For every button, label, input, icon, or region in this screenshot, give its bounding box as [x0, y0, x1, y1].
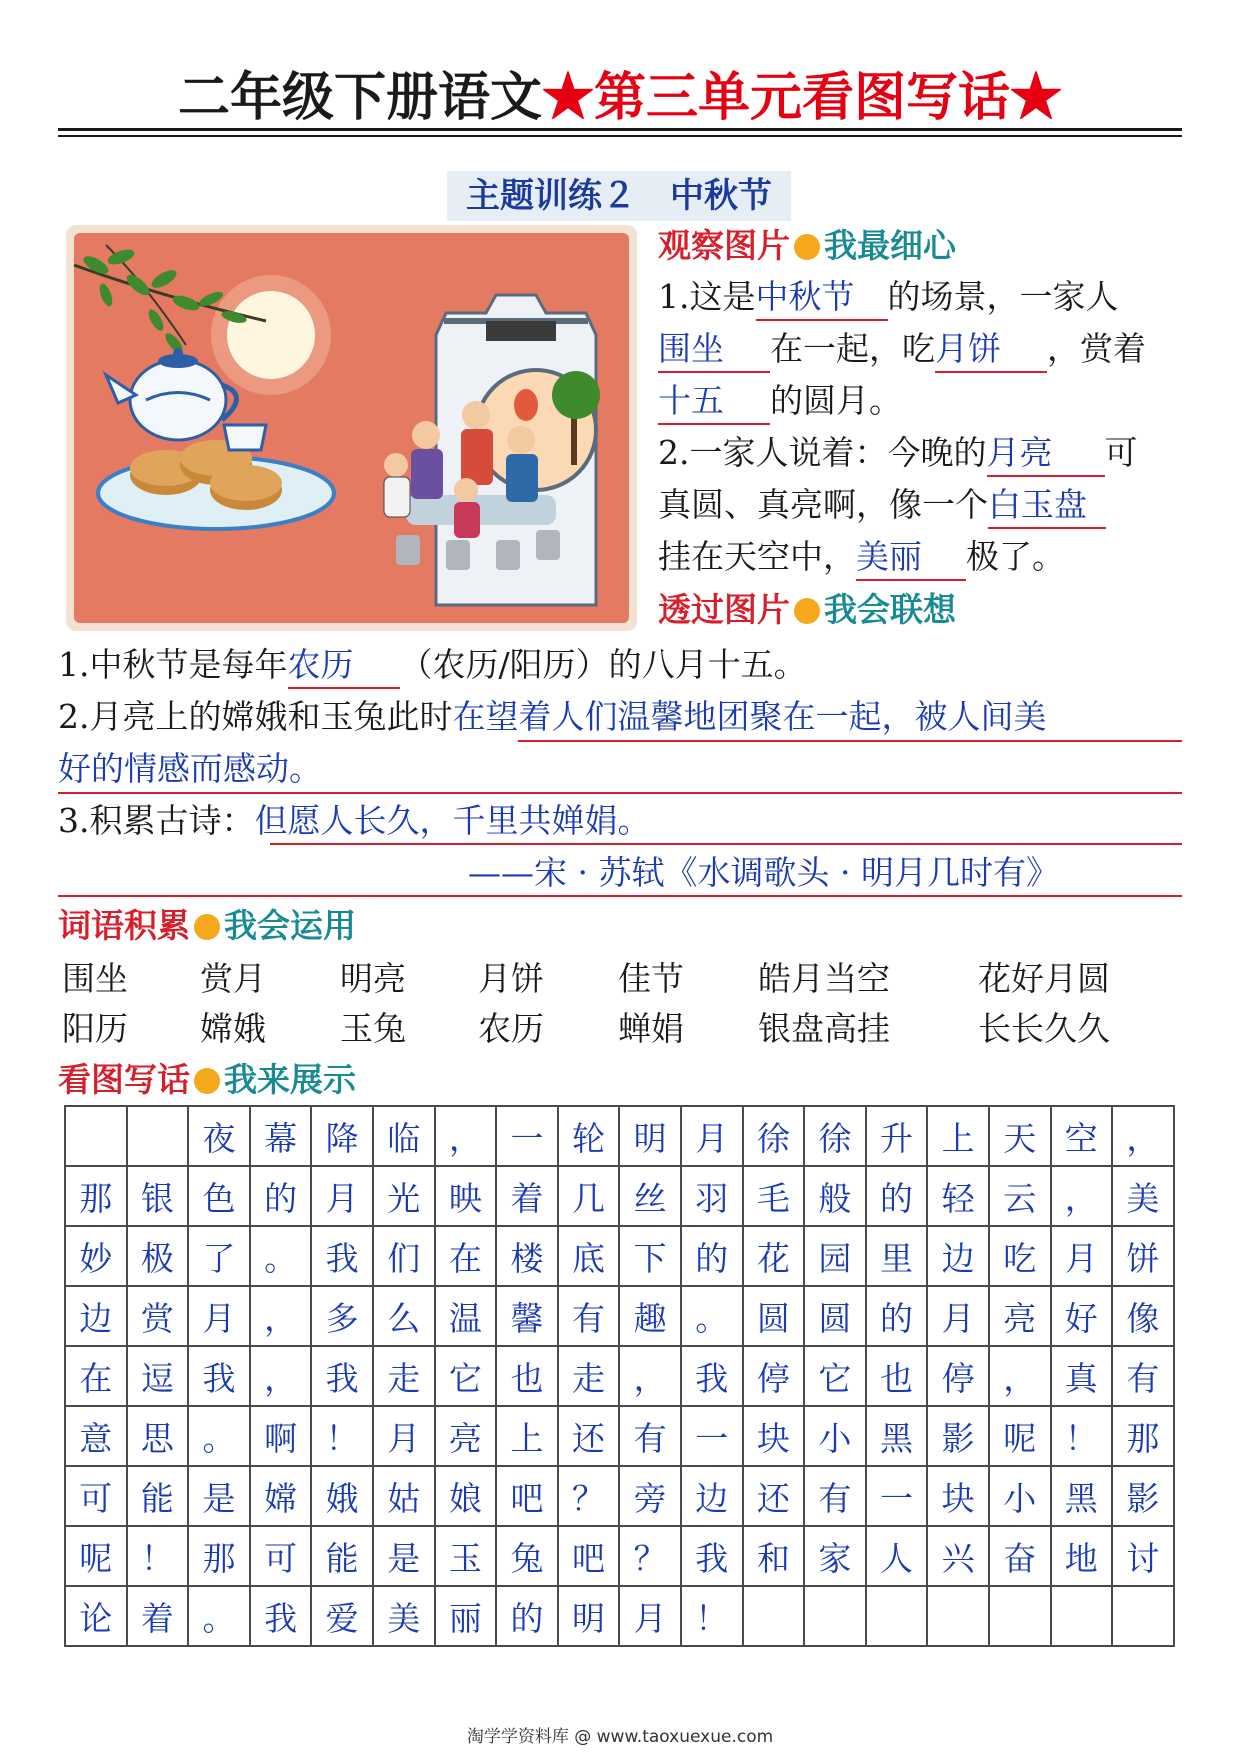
grid-cell: ！: [311, 1406, 373, 1466]
orange-dot-icon: [194, 1068, 220, 1094]
vocab-word: 农历: [478, 1009, 544, 1048]
grid-cell: 那: [65, 1166, 127, 1226]
grid-row: [65, 1466, 1174, 1526]
grid-cell: 妙: [65, 1226, 127, 1286]
grid-row: [65, 1226, 1174, 1286]
grid-cell: 月: [619, 1586, 681, 1646]
grid-cell: 夜: [188, 1106, 250, 1166]
grid-cell: 我: [311, 1346, 373, 1406]
vocab-word: 嫦娥: [200, 1009, 266, 1048]
orange-dot-icon: [794, 234, 820, 260]
grid-cell: 。: [681, 1286, 743, 1346]
grid-cell: 是: [373, 1526, 435, 1586]
grid-cell: 停: [927, 1346, 989, 1406]
grid-cell: 映: [435, 1166, 497, 1226]
grid-cell: 色: [188, 1166, 250, 1226]
grid-cell: 兴: [927, 1526, 989, 1586]
grid-row: [65, 1406, 1174, 1466]
grid-cell: ，: [435, 1106, 497, 1166]
vocab-word: 银盘高挂: [758, 1009, 890, 1048]
grid-cell: 旁: [619, 1466, 681, 1526]
grid-cell: 月: [188, 1286, 250, 1346]
grid-cell: 块: [743, 1406, 805, 1466]
vocab-word: 围坐: [62, 959, 128, 998]
grid-cell: ？: [619, 1526, 681, 1586]
grid-cell: 羽: [681, 1166, 743, 1226]
associate-q1: 1.中秋节是每年农历 （农历/阳历）的八月十五。: [58, 640, 807, 690]
grid-cell: 真: [1051, 1346, 1113, 1406]
observe-heading: 观察图片 我最细心: [658, 226, 956, 265]
grid-cell: 趣: [619, 1286, 681, 1346]
grid-cell: 轮: [558, 1106, 620, 1166]
grid-cell: 小: [989, 1466, 1051, 1526]
grid-cell: 有: [558, 1286, 620, 1346]
grid-cell: 思: [127, 1406, 189, 1466]
associate-q2-line1: 2.月亮上的嫦娥和玉兔此时在望着人们温馨地团聚在一起，被人间美: [58, 697, 1047, 736]
grid-cell: 那: [1112, 1406, 1174, 1466]
grid-cell: [804, 1586, 866, 1646]
answer-underline: [58, 895, 1182, 897]
grid-cell: 能: [311, 1526, 373, 1586]
grid-cell: 月: [681, 1106, 743, 1166]
theme-subtitle: 主题训练２ 中秋节: [447, 171, 791, 221]
grid-cell: 多: [311, 1286, 373, 1346]
grid-cell: 天: [989, 1106, 1051, 1166]
grid-cell: 黑: [1051, 1466, 1113, 1526]
answer-underline: [58, 792, 1182, 794]
grid-cell: 月: [927, 1286, 989, 1346]
grid-cell: 黑: [866, 1406, 928, 1466]
grid-cell: 姑: [373, 1466, 435, 1526]
grid-cell: 上: [927, 1106, 989, 1166]
grid-cell: 影: [1112, 1466, 1174, 1526]
grid-cell: 徐: [804, 1106, 866, 1166]
grid-cell: 走: [558, 1346, 620, 1406]
grid-cell: 娥: [311, 1466, 373, 1526]
grid-cell: 能: [127, 1466, 189, 1526]
grid-cell: 还: [558, 1406, 620, 1466]
answer-text: 在望着人们温馨地团聚在一起，被人间美: [452, 697, 1047, 736]
grid-cell: 逗: [127, 1346, 189, 1406]
grid-cell: 。: [188, 1586, 250, 1646]
associate-heading: 透过图片 我会联想: [658, 590, 956, 629]
grid-row: [65, 1286, 1174, 1346]
observe-q2-line3: 挂在天空中，美丽 极了。: [658, 532, 1065, 582]
grid-cell: [866, 1586, 928, 1646]
grid-cell: ！: [681, 1586, 743, 1646]
grid-cell: 光: [373, 1166, 435, 1226]
grid-cell: ，: [1051, 1166, 1113, 1226]
grid-row: [65, 1526, 1174, 1586]
grid-cell: 论: [65, 1586, 127, 1646]
grid-cell: 吧: [496, 1466, 558, 1526]
grid-cell: 美: [373, 1586, 435, 1646]
grid-cell: [65, 1106, 127, 1166]
grid-cell: [1051, 1586, 1113, 1646]
grid-cell: ！: [1051, 1406, 1113, 1466]
answer-blank: 白玉盘: [988, 483, 1106, 529]
orange-dot-icon: [194, 914, 220, 940]
grid-cell: 的: [681, 1226, 743, 1286]
grid-cell: 我: [681, 1526, 743, 1586]
grid-cell: 停: [743, 1346, 805, 1406]
grid-cell: ，: [250, 1346, 312, 1406]
star-icon: ★: [1010, 67, 1063, 128]
grid-cell: 意: [65, 1406, 127, 1466]
poem-line: 但愿人长久，千里共婵娟。: [254, 801, 651, 840]
grid-cell: 吧: [558, 1526, 620, 1586]
grid-cell: ？: [558, 1466, 620, 1526]
grid-cell: 的: [250, 1166, 312, 1226]
grid-cell: 的: [866, 1286, 928, 1346]
vocab-word: 佳节: [618, 959, 684, 998]
grid-cell: ，: [619, 1346, 681, 1406]
grid-cell: 徐: [743, 1106, 805, 1166]
title-rule-top: [58, 128, 1182, 131]
grid-cell: 赏: [127, 1286, 189, 1346]
grid-row: [65, 1166, 1174, 1226]
answer-blank: 围坐: [658, 327, 770, 373]
observe-q2-line2: 真圆、真亮啊，像一个白玉盘: [658, 480, 1106, 530]
answer-underline: [518, 740, 1182, 742]
grid-cell: 讨: [1112, 1526, 1174, 1586]
grid-cell: 一: [681, 1406, 743, 1466]
observe-q2-line1: 2.一家人说着：今晚的月亮 可: [658, 428, 1138, 478]
grid-cell: 。: [250, 1226, 312, 1286]
answer-blank: 美丽: [856, 535, 966, 581]
grid-cell: 的: [496, 1586, 558, 1646]
grid-cell: 温: [435, 1286, 497, 1346]
vocab-word: 明亮: [340, 959, 406, 998]
grid-cell: 啊: [250, 1406, 312, 1466]
vocab-word: 皓月当空: [758, 959, 890, 998]
answer-underline: [270, 843, 1182, 845]
grid-cell: 了: [188, 1226, 250, 1286]
grid-cell: 极: [127, 1226, 189, 1286]
grid-cell: 嫦: [250, 1466, 312, 1526]
grid-cell: 美: [1112, 1166, 1174, 1226]
observe-q1-line2: 围坐 在一起，吃月饼 ，赏着: [658, 324, 1146, 374]
vocab-word: 花好月圆: [978, 959, 1110, 998]
grid-cell: 楼: [496, 1226, 558, 1286]
grid-cell: 月: [373, 1406, 435, 1466]
answer-blank: 月饼: [935, 327, 1047, 373]
grid-cell: 么: [373, 1286, 435, 1346]
grid-cell: 我: [311, 1226, 373, 1286]
grid-cell: 丝: [619, 1166, 681, 1226]
grid-cell: 一: [866, 1466, 928, 1526]
associate-q2-line2: 好的情感而感动。: [58, 749, 322, 788]
grid-cell: 吃: [989, 1226, 1051, 1286]
grid-cell: 有: [804, 1466, 866, 1526]
grid-cell: 降: [311, 1106, 373, 1166]
grid-cell: 它: [804, 1346, 866, 1406]
grid-cell: 像: [1112, 1286, 1174, 1346]
grid-cell: 着: [496, 1166, 558, 1226]
grid-cell: 可: [65, 1466, 127, 1526]
grid-cell: 也: [496, 1346, 558, 1406]
mid-autumn-illustration: [66, 225, 637, 631]
grid-cell: 那: [188, 1526, 250, 1586]
grid-cell: 好: [1051, 1286, 1113, 1346]
grid-cell: 有: [1112, 1346, 1174, 1406]
vocab-word: 赏月: [200, 959, 266, 998]
grid-cell: 有: [619, 1406, 681, 1466]
grid-cell: 圆: [804, 1286, 866, 1346]
grid-cell: 明: [619, 1106, 681, 1166]
grid-cell: ，: [1112, 1106, 1174, 1166]
grid-cell: 和: [743, 1526, 805, 1586]
grid-cell: 毛: [743, 1166, 805, 1226]
grid-cell: 上: [496, 1406, 558, 1466]
grid-cell: 在: [435, 1226, 497, 1286]
grid-cell: 边: [681, 1466, 743, 1526]
grid-row: [65, 1586, 1174, 1646]
answer-blank: 农历: [288, 643, 400, 689]
vocab-word: 长长久久: [978, 1009, 1110, 1048]
grid-cell: 爱: [311, 1586, 373, 1646]
vocab-word: 蝉娟: [618, 1009, 684, 1048]
grid-cell: 幕: [250, 1106, 312, 1166]
grid-cell: 下: [619, 1226, 681, 1286]
grid-cell: 明: [558, 1586, 620, 1646]
grid-cell: [127, 1106, 189, 1166]
grid-cell: 般: [804, 1166, 866, 1226]
grid-cell: 它: [435, 1346, 497, 1406]
grid-cell: 走: [373, 1346, 435, 1406]
grid-cell: 银: [127, 1166, 189, 1226]
grid-cell: 亮: [989, 1286, 1051, 1346]
grid-cell: 影: [927, 1406, 989, 1466]
grid-cell: 还: [743, 1466, 805, 1526]
grid-cell: 里: [866, 1226, 928, 1286]
grid-cell: 亮: [435, 1406, 497, 1466]
grid-cell: 小: [804, 1406, 866, 1466]
grid-cell: ，: [250, 1286, 312, 1346]
grid-cell: 地: [1051, 1526, 1113, 1586]
grid-cell: [927, 1586, 989, 1646]
grid-cell: 可: [250, 1526, 312, 1586]
grid-cell: 月: [1051, 1226, 1113, 1286]
grid-cell: 轻: [927, 1166, 989, 1226]
grid-cell: 玉: [435, 1526, 497, 1586]
answer-blank: 月亮: [987, 431, 1105, 477]
grid-cell: 升: [866, 1106, 928, 1166]
vocab-heading: 词语积累 我会运用: [58, 906, 356, 945]
grid-cell: 呢: [65, 1526, 127, 1586]
writing-grid: [64, 1105, 1175, 1647]
teacup-icon: [224, 425, 266, 450]
title-rule-bottom: [58, 135, 1182, 137]
grid-cell: 。: [188, 1406, 250, 1466]
grid-cell: 圆: [743, 1286, 805, 1346]
grid-cell: [1112, 1586, 1174, 1646]
grid-row: [65, 1346, 1174, 1406]
grid-cell: 我: [681, 1346, 743, 1406]
grid-cell: 边: [927, 1226, 989, 1286]
grid-cell: 临: [373, 1106, 435, 1166]
grid-cell: 饼: [1112, 1226, 1174, 1286]
grid-cell: 兔: [496, 1526, 558, 1586]
star-icon: ★: [541, 67, 594, 128]
grid-cell: 奋: [989, 1526, 1051, 1586]
grid-cell: 花: [743, 1226, 805, 1286]
grid-cell: 是: [188, 1466, 250, 1526]
grid-cell: 块: [927, 1466, 989, 1526]
vocab-word: 玉兔: [340, 1009, 406, 1048]
answer-blank: 中秋节: [756, 275, 888, 321]
grid-cell: 呢: [989, 1406, 1051, 1466]
grid-cell: 家: [804, 1526, 866, 1586]
grid-cell: 一: [496, 1106, 558, 1166]
grid-cell: [989, 1586, 1051, 1646]
grid-cell: 丽: [435, 1586, 497, 1646]
associate-q3: 3.积累古诗：但愿人长久，千里共婵娟。: [58, 801, 651, 840]
grid-cell: 我: [188, 1346, 250, 1406]
page-title: [60, 62, 1180, 134]
grid-cell: 几: [558, 1166, 620, 1226]
grid-cell: 云: [989, 1166, 1051, 1226]
grid-cell: 的: [866, 1166, 928, 1226]
grid-cell: 人: [866, 1526, 928, 1586]
grid-cell: 园: [804, 1226, 866, 1286]
grid-cell: 也: [866, 1346, 928, 1406]
vocab-word: 月饼: [478, 959, 544, 998]
grid-cell: 在: [65, 1346, 127, 1406]
observe-q1-line3: 十五 的圆月。: [658, 376, 902, 426]
title-part1: 二年级下册语文: [177, 67, 542, 128]
grid-cell: 娘: [435, 1466, 497, 1526]
title-part2: 第三单元看图写话: [594, 67, 1011, 128]
grid-cell: 馨: [496, 1286, 558, 1346]
answer-blank: 十五: [658, 379, 770, 425]
grid-cell: ！: [127, 1526, 189, 1586]
poem-source: ——宋 · 苏轼《水调歌头 · 明月几时有》: [468, 853, 1059, 892]
footer-watermark: 淘学学资料库 @ www.taoxuexue.com: [466, 1727, 774, 1747]
grid-cell: [743, 1586, 805, 1646]
observe-q1-line1: 1.这是中秋节 的场景，一家人: [658, 272, 1119, 322]
grid-cell: 边: [65, 1286, 127, 1346]
grid-cell: 着: [127, 1586, 189, 1646]
grid-row: [65, 1106, 1174, 1166]
grid-cell: 我: [250, 1586, 312, 1646]
grid-cell: 们: [373, 1226, 435, 1286]
writing-heading: 看图写话 我来展示: [58, 1060, 356, 1099]
grid-cell: ，: [989, 1346, 1051, 1406]
vocab-word: 阳历: [62, 1009, 128, 1048]
orange-dot-icon: [794, 598, 820, 624]
grid-cell: 底: [558, 1226, 620, 1286]
grid-cell: 月: [311, 1166, 373, 1226]
grid-cell: 空: [1051, 1106, 1113, 1166]
